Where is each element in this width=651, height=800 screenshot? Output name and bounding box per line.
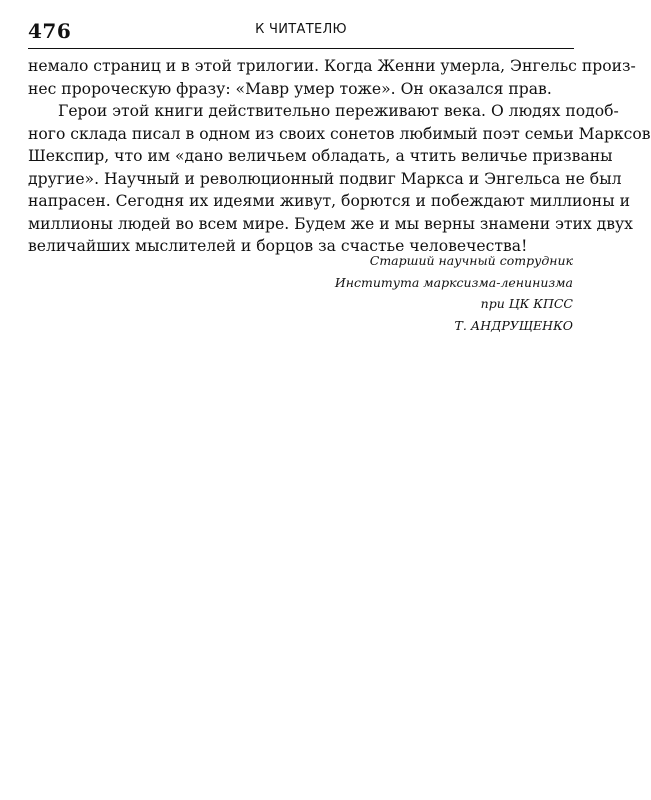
signature-position: Старший научный сотрудник: [369, 253, 573, 268]
signature-block: [335, 250, 573, 336]
text-line: миллионы людей во всем мире. Будем же и мы верны знамени этих двух: [28, 214, 633, 233]
paragraph: [28, 100, 651, 258]
text-line: Герои этой книги действительно переживают века. О людях подоб-: [58, 102, 619, 120]
text-line: нес пророческую фразу: «Мавр умер тоже». Он оказался прав.: [28, 79, 552, 98]
text-line: немало страниц и в этой трилогии. Когда Женни умерла, Энгельс произ-: [28, 57, 636, 75]
page-number: 476: [28, 19, 72, 43]
signature-institute: Института марксизма-ленинизма: [334, 274, 573, 290]
text-line: Шекспир, что им «дано величьем обладать, а чтить величье призваны: [28, 147, 613, 165]
signature-organization: при ЦК КПСС: [480, 296, 573, 311]
text-line: ного склада писал в одном из своих сонетов любимый поэт семьи Марксов: [28, 124, 651, 143]
text-line: другие». Научный и революционный подвиг Маркса и Энгельса не был: [28, 169, 622, 188]
body-text: [28, 55, 651, 258]
text-line: величайших мыслителей и борцов за счастье человечества!: [28, 237, 528, 255]
page-header: [28, 14, 574, 49]
running-title: К ЧИТАТЕЛЮ: [255, 22, 347, 37]
paragraph: [28, 55, 636, 100]
text-line: напрасен. Сегодня их идеями живут, борются и побеждают миллионы и: [28, 192, 630, 210]
signature-author: Т. АНДРУЩЕНКО: [454, 317, 573, 333]
